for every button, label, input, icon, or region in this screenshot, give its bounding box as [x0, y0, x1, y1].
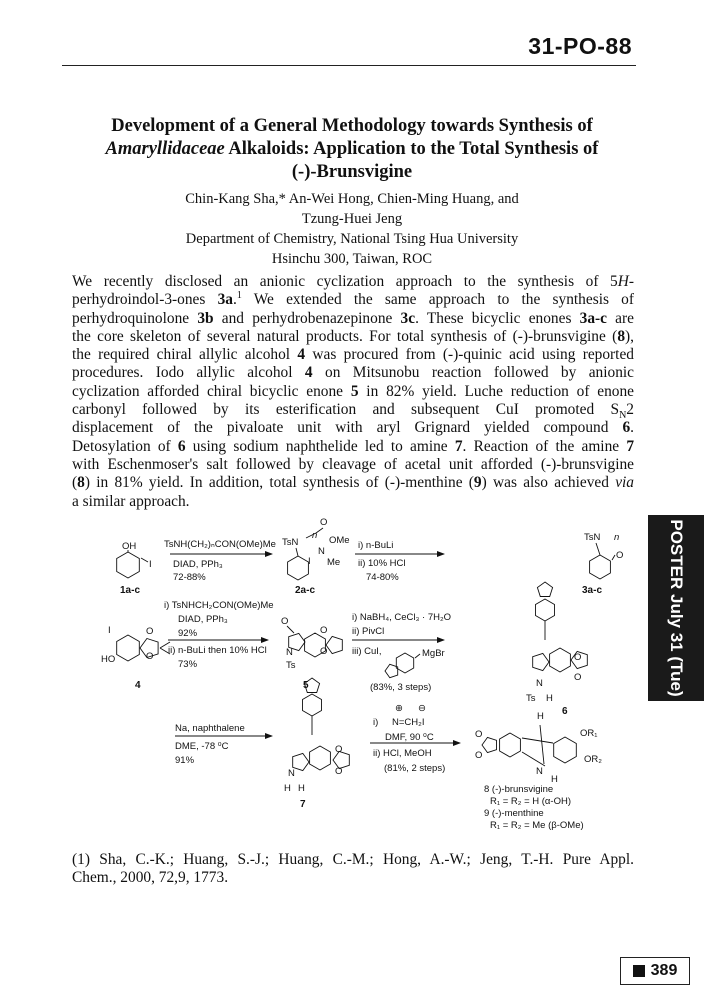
- inline-term: 4: [304, 364, 313, 382]
- atom: N: [536, 678, 543, 689]
- ring: [482, 737, 497, 752]
- affiliation-line-1: Department of Chemistry, National Tsing Hua University: [185, 231, 519, 247]
- ring: [554, 737, 577, 763]
- inline-term: 8: [77, 474, 85, 492]
- inline-term: 3c: [400, 309, 416, 327]
- ring: [385, 664, 398, 677]
- page-number: 389: [650, 962, 678, 979]
- product-label: 8 (-)-brunsvigine: [484, 784, 554, 795]
- authors-line-2: Tzung-Huei Jeng: [301, 211, 403, 227]
- bond: [540, 725, 544, 764]
- body-line: the required chiral allylic alcohol 4 was procured from (-)-quinic acid using reported: [72, 346, 634, 364]
- atom: OMe: [329, 535, 350, 546]
- body-line: procedures. Iodo allylic alcohol 4 on Mitsunobu reaction followed by anionic: [72, 364, 635, 382]
- yield: 72-88%: [173, 572, 206, 583]
- product-substituents: R₁ = R₂ = H (α-OH): [490, 796, 572, 807]
- bond: [287, 626, 294, 633]
- reagent: i) TsNHCH₂CON(OMe)Me: [164, 600, 274, 611]
- inline-term: 7: [626, 437, 635, 455]
- atom: H: [537, 711, 544, 722]
- ring: [396, 653, 413, 673]
- side-tab: [648, 515, 704, 701]
- body-line: We recently disclosed an anionic cyclization approach to the synthesis of 5H-: [72, 273, 634, 290]
- ring: [117, 635, 140, 661]
- ring: [310, 746, 331, 770]
- body-line: Detosylation of 6 using sodium naphthelide led to amine 7. Reaction of the amine 7: [72, 437, 635, 455]
- body-line: perhydroquinolone 3b and perhydrobenazepinone 3c. These bicyclic enones 3a-c are: [72, 309, 634, 327]
- atom: O: [146, 626, 154, 637]
- ring: [590, 555, 611, 579]
- inline-term: 6: [622, 419, 631, 437]
- atom: O: [281, 616, 289, 627]
- reference-line: Chem., 2000, 72,9, 1773.: [72, 869, 229, 887]
- atom: O: [475, 729, 483, 740]
- atom: I: [108, 625, 111, 636]
- atom: O: [320, 517, 328, 528]
- yield: 74-80%: [366, 572, 399, 583]
- ring: [536, 599, 555, 621]
- atom: O: [335, 744, 343, 755]
- yield: (81%, 2 steps): [384, 763, 446, 774]
- atom: O: [475, 750, 483, 761]
- inline-term: 5: [350, 382, 359, 400]
- product-label: 9 (-)-menthine: [484, 808, 544, 819]
- body-line: the core skeleton of several natural products. For total synthesis of (-)-brunsvigine (8),: [72, 327, 634, 345]
- reagent: ii) PivCl: [352, 626, 385, 637]
- inline-term: 9: [473, 474, 482, 492]
- title-line-1: Development of a General Methodology towards Synthesis of: [111, 116, 593, 136]
- reagent: Na, naphthalene: [175, 723, 245, 734]
- reagent: TsNH(CH₂)ₙCON(OMe)Me: [164, 539, 276, 550]
- atom: H: [551, 774, 558, 785]
- atom: N: [536, 766, 543, 777]
- atom: H: [284, 783, 291, 794]
- atom: I: [308, 556, 311, 567]
- atom: OR₁: [580, 728, 598, 739]
- atom: N: [318, 546, 325, 557]
- atom: O: [574, 672, 582, 683]
- compound-label-4: 4: [135, 680, 141, 691]
- reagent: ii) 10% HCl: [358, 558, 406, 569]
- reagent: N=CH₂I: [392, 717, 425, 728]
- inline-term: N: [619, 410, 627, 422]
- reagent: ii) HCl, MeOH: [373, 748, 432, 759]
- bond: [141, 558, 148, 562]
- reagent: ii) n-BuLi then 10% HCl: [168, 645, 267, 656]
- atom: O: [335, 766, 343, 777]
- affiliation-line-2: Hsinchu 300, Taiwan, ROC: [271, 251, 433, 267]
- body-line: cyclization afforded chiral bicyclic enone 5 in 82% yield. Luche reduction of enone: [72, 382, 634, 400]
- ring: [303, 694, 322, 716]
- ring: [117, 552, 140, 578]
- charge-plus: ⊕: [395, 703, 403, 714]
- compound-label-5: 5: [303, 680, 309, 691]
- inline-term: 1: [236, 290, 242, 302]
- bond: [612, 555, 615, 560]
- body-line: carbonyl followed by its esterification and subsequent CuI promoted $S_N2$: [72, 401, 634, 422]
- yield: (83%, 3 steps): [370, 682, 432, 693]
- inline-term: 6: [177, 437, 186, 455]
- atom: n: [614, 532, 620, 543]
- atom: H: [298, 783, 305, 794]
- reagent: DMF, 90 ⁰C: [385, 732, 434, 743]
- compound-label-3a-c: 3a-c: [582, 585, 603, 596]
- reagent: iii) CuI,: [352, 646, 382, 657]
- atom: I: [149, 559, 152, 570]
- reagent: i) n-BuLi: [358, 540, 394, 551]
- title-italic-term: Amaryllidaceae: [105, 139, 225, 159]
- atom: N: [288, 768, 295, 779]
- title-line-3: (-)-Brunsvigine: [291, 162, 413, 182]
- side-tab-label: POSTER July 31 (Tue): [667, 519, 686, 697]
- atom: OR₂: [584, 754, 602, 765]
- atom: O: [146, 651, 154, 662]
- page-number-box: [620, 957, 690, 985]
- body-line: with Eschenmoser's salt followed by cleavage of acetal unit afforded (-)-brunsvigine: [72, 455, 634, 473]
- atom: Ts: [286, 660, 296, 671]
- product-substituents: R₁ = R₂ = Me (β-OMe): [490, 820, 584, 831]
- bond: [415, 654, 420, 658]
- atom: O: [320, 625, 328, 636]
- reagent: i): [373, 717, 379, 728]
- inline-term: 3a: [217, 291, 233, 309]
- bond: [596, 543, 600, 555]
- bond: [522, 738, 553, 743]
- body-line: perhydroindol-3-ones 3a.$^1$ We extended the same approach to the synthesis of: [72, 290, 635, 309]
- ring: [537, 582, 552, 597]
- compound-label-7: 7: [300, 799, 306, 810]
- ring: [326, 636, 342, 653]
- reagent: MgBr: [422, 648, 445, 659]
- atom: O: [616, 550, 624, 561]
- compound-label-6: 6: [562, 706, 568, 717]
- inline-term: 3a-c: [579, 309, 607, 327]
- ring: [288, 556, 309, 580]
- reagent: DIAD, PPh₃: [173, 559, 223, 570]
- inline-term: via: [615, 474, 634, 492]
- square-icon: [633, 965, 645, 977]
- atom: O: [320, 646, 328, 657]
- reagent: i) NaBH₄, CeCl₃ · 7H₂O: [352, 612, 452, 623]
- reagent: DIAD, PPh₃: [178, 614, 228, 625]
- title-line-2-text: Amaryllidaceae Alkaloids: Application to the Total Synthesis of: [105, 139, 599, 159]
- charge-minus: ⊖: [418, 703, 426, 714]
- ring: [550, 648, 571, 672]
- yield: 73%: [178, 659, 198, 670]
- atom: N: [286, 647, 293, 658]
- atom: Me: [327, 557, 341, 568]
- atom: Ts: [526, 693, 536, 704]
- inline-term: H: [617, 273, 629, 290]
- reagent: DME, -78 ⁰C: [175, 741, 229, 752]
- yield: 92%: [178, 628, 198, 639]
- body-line: displacement of the pivaloate unit with aryl Grignard yielded compound 6.: [72, 419, 634, 437]
- reference-line: (1) Sha, C.-K.; Huang, S.-J.; Huang, C.-M.; Hong, A.-W.; Jeng, T.-H. Pure Appl.: [72, 851, 634, 868]
- atom: O: [574, 652, 582, 663]
- ring: [293, 753, 309, 770]
- yield: 91%: [175, 755, 195, 766]
- atom: H: [546, 693, 553, 704]
- inline-term: 8: [617, 327, 626, 345]
- ring: [533, 653, 549, 670]
- atom: n: [312, 530, 318, 541]
- authors-line-1: Chin-Kang Sha,* An-Wei Hong, Chien-Ming Huang, and: [185, 191, 519, 207]
- reference-list: [72, 851, 634, 888]
- body-line: (8) in 81% yield. In addition, total synthesis of (-)-menthine (9) was also achieved via: [72, 474, 634, 492]
- body-line: a similar approach.: [72, 492, 190, 510]
- inline-term: 4: [297, 346, 306, 364]
- bond: [522, 752, 545, 766]
- compound-label-2a-c: 2a-c: [295, 585, 316, 596]
- inline-term: 3b: [197, 309, 214, 327]
- atom: TsN: [584, 532, 601, 543]
- abstract-code: 31-PO-88: [528, 33, 632, 59]
- atom: OH: [122, 541, 137, 552]
- bond: [296, 548, 298, 556]
- compound-label-1a-c: 1a-c: [120, 585, 141, 596]
- ring: [500, 733, 521, 757]
- atom: TsN: [282, 537, 299, 548]
- atom: HO: [101, 654, 116, 665]
- inline-term: 7: [454, 437, 463, 455]
